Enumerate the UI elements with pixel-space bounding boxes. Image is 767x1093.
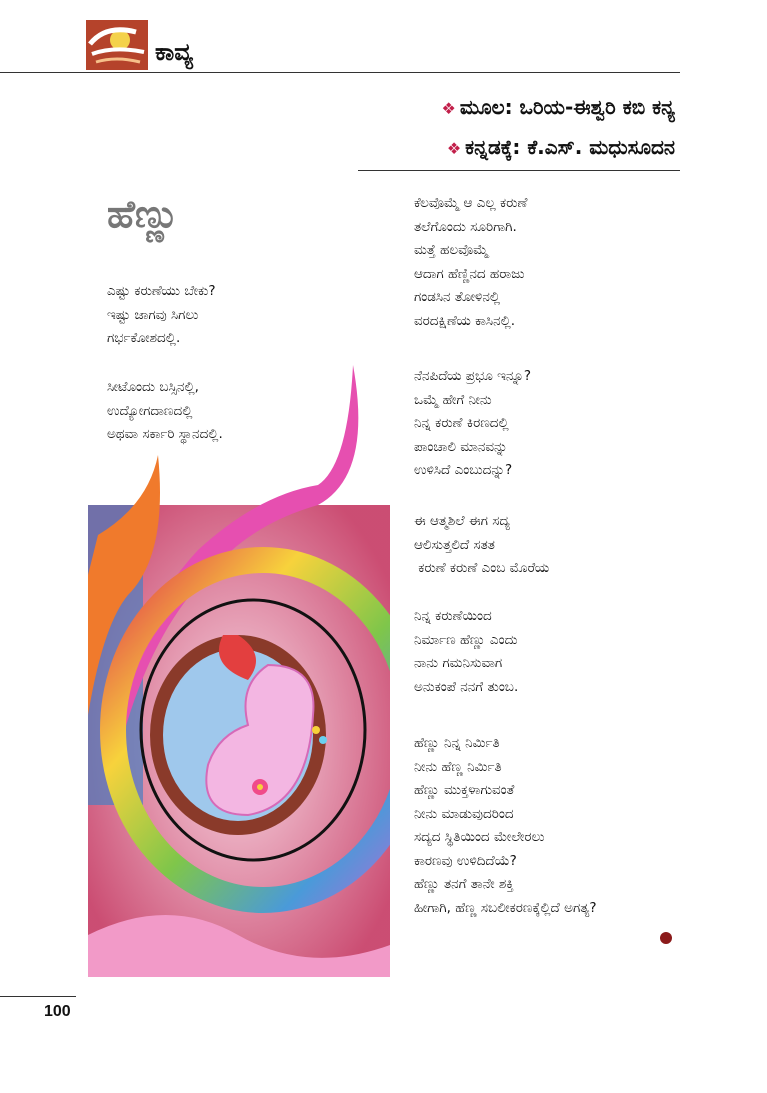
poem-title: ಹೆಣ್ಣು — [107, 192, 180, 236]
header-rule — [0, 72, 680, 73]
poem-line: ಅಥವಾ ಸರ್ಕಾರಿ ಸ್ಥಾನದಲ್ಲಿ. — [107, 426, 223, 442]
poem-line: ಸದ್ಯದ ಸ್ಥಿತಿಯಿಂದ ಮೇಲೇರಲು — [414, 829, 545, 845]
poem-line: ಹೆಣ್ಣು ಮುಕ್ತಳಾಗುವಂತೆ — [414, 782, 515, 798]
poem-line: ಎಷ್ಟು ಕರುಣೆಯು ಬೇಕು? — [107, 283, 216, 299]
footer-rule — [0, 996, 76, 997]
poem-line: ಹೆಣ್ಣು ನಿನ್ನ ನಿರ್ಮಿತಿ — [414, 735, 500, 751]
abstract-artwork — [88, 335, 390, 977]
poem-line: ಕಾರಣವು ಉಳಿದಿದೆಯೆ? — [414, 852, 517, 869]
poem-line: ಅನುಕಂಪೆ ನನಗೆ ತುಂಬ. — [414, 678, 519, 695]
poem-line: ಒಮ್ಮೆ ಹೇಗೆ ನೀನು — [414, 391, 492, 408]
diamond-bullet-icon: ❖ — [441, 99, 456, 118]
poem-stanza — [414, 605, 518, 699]
magazine-logo — [86, 20, 148, 70]
poem-line: ಪಾಂಚಾಲಿ ಮಾನವನ್ನು — [414, 438, 508, 455]
poem-credits — [442, 88, 675, 168]
section-label: ಕಾವ್ಯ — [155, 38, 193, 66]
credits-rule — [358, 170, 680, 171]
poem-stanza — [414, 510, 549, 581]
poem-line: ನೀನು ಮಾಡುವುದರಿಂದ — [414, 805, 514, 822]
poem-line: ನಿನ್ನ ಕರುಣೆ ಕಿರಣದಲ್ಲಿ — [414, 415, 509, 431]
poem-line: ನೆನಪಿದೆಯ ಪ್ರಭೂ ಇನ್ನೂ? — [414, 368, 532, 384]
original-author-credit: ❖ ಮೂಲ: ಒರಿಯ-ಈಶ್ವರಿ ಕಬಿ ಕನ್ಯ — [441, 95, 675, 119]
poem-line: ವರದಕ್ಷಿಣೆಯ ಕಾಸಿನಲ್ಲಿ. — [414, 312, 516, 329]
poem-line: ಗಂಡಸಿನ ತೋಳಿನಲ್ಲಿ — [414, 289, 501, 305]
poem-line: ನಿನ್ನ ಕರುಣೆಯಿಂದ — [414, 608, 492, 624]
poem-line: ಉಳಿಸಿದೆ ಎಂಬುದನ್ನು? — [414, 462, 513, 478]
poem-line: ಈ ಆತ್ಮಶಿಲೆ ಈಗ ಸದ್ಯ — [414, 513, 510, 529]
poem-line: ಕರುಣೆ ಕರುಣೆ ಎಂಬ ಮೊರೆಯ — [414, 560, 550, 576]
poem-line: ಉದ್ಯೋಗದಾಣದಲ್ಲಿ — [107, 402, 193, 419]
poem-line: ಕೆಲವೊಮ್ಮೆ ಆ ಎಲ್ಲ ಕರುಣೆ — [414, 195, 528, 211]
poem-line: ನೀನು ಹೆಣ್ಣ ನಿರ್ಮಿತಿ — [414, 758, 502, 775]
poem-stanza — [414, 192, 527, 333]
poem-line: ಇಷ್ಟು ಜಾಗವು ಸಿಗಲು — [107, 306, 199, 323]
poem-line: ನಾನು ಗಮನಿಸುವಾಗ — [414, 655, 503, 671]
poem-line: ಸೀಟೊಂದು ಬಸ್ಸಿನಲ್ಲಿ, — [107, 379, 199, 395]
diamond-bullet-icon: ❖ — [446, 139, 462, 158]
poem-line: ಗರ್ಭಕೋಶದಲ್ಲಿ. — [107, 330, 181, 346]
poem-line: ಹೀಗಾಗಿ, ಹೆಣ್ಣ ಸಬಲೀಕರಣಕ್ಕೆಲ್ಲಿದೆ ಅಗತ್ಯ? — [414, 899, 597, 916]
poem-stanza — [414, 365, 531, 483]
poem-line: ತಲೆಗೊಂದು ಸೂರಿಗಾಗಿ. — [414, 218, 517, 235]
poem-line: ನಿರ್ಮಾಣ ಹೆಣ್ಣು ಎಂದು — [414, 631, 518, 648]
poem-stanza — [414, 732, 596, 920]
poem-line: ಹೆಣ್ಣು ತನಗೆ ತಾನೇ ಶಕ್ತಿ — [414, 876, 514, 892]
translator-credit: ❖ ಕನ್ನಡಕ್ಕೆ: ಕೆ.ಎಸ್. ಮಧುಸೂದನ — [446, 135, 675, 159]
poem-line: ಆಲಿಸುತ್ತಲಿದೆ ಸತತ — [414, 536, 495, 553]
poem-line: ಮತ್ತೆ ಹಲವೊಮ್ಮೆ — [414, 242, 489, 258]
page-number: 100 — [44, 1003, 71, 1020]
end-mark-icon — [660, 932, 672, 944]
poem-line: ಆದಾಗ ಹೆಣ್ಣಿನದ ಹರಾಜು — [414, 265, 525, 282]
